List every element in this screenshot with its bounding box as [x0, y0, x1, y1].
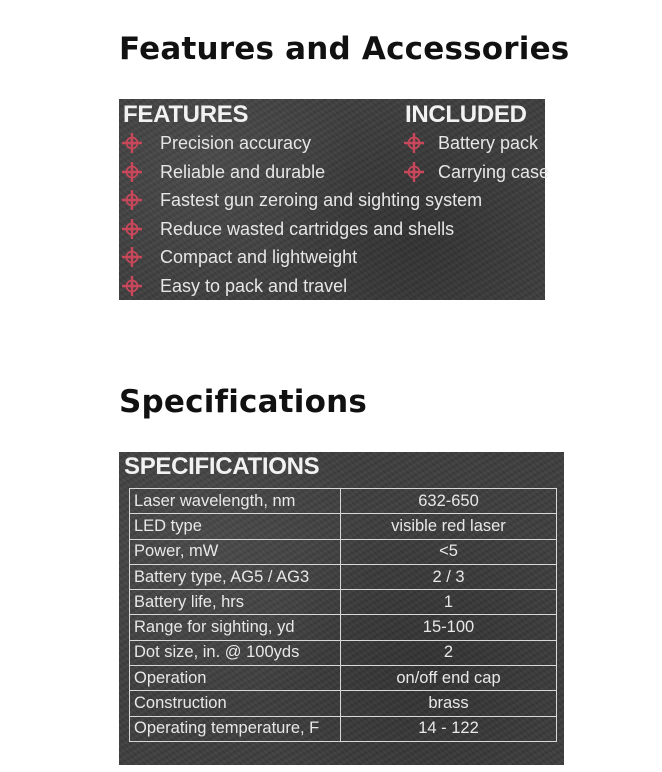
- feature-item: [121, 272, 482, 301]
- table-row: [130, 514, 557, 539]
- feature-item: [121, 243, 482, 272]
- feature-item: [121, 215, 482, 244]
- feature-label: Easy to pack and travel: [160, 275, 348, 296]
- spec-value: brass: [341, 691, 557, 716]
- spec-value: 1: [341, 590, 557, 615]
- specifications-heading: Specifications: [119, 384, 368, 420]
- spec-value: on/off end cap: [341, 666, 557, 691]
- spec-value: 2 / 3: [341, 564, 557, 589]
- features-panel: [119, 99, 550, 300]
- spec-name: LED type: [130, 514, 341, 539]
- spec-name: Construction: [130, 691, 341, 716]
- feature-label: Compact and lightweight: [160, 247, 358, 267]
- included-item: [403, 158, 549, 187]
- feature-label: Fastest gun zeroing and sighting system: [160, 190, 483, 210]
- spec-value: <5: [341, 539, 557, 564]
- table-row: [130, 539, 557, 564]
- crosshair-bullet-icon: [121, 132, 143, 154]
- spec-name: Battery type, AG5 / AG3: [130, 564, 341, 589]
- crosshair-bullet-icon: [121, 189, 143, 211]
- feature-label: Precision accuracy: [160, 133, 312, 153]
- table-row: [130, 691, 557, 716]
- spec-value: 2: [341, 640, 557, 665]
- spec-name: Range for sighting, yd: [130, 615, 341, 640]
- included-label: Battery pack: [438, 133, 539, 153]
- table-row: [130, 716, 557, 741]
- spec-name: Operating temperature, F: [130, 716, 341, 741]
- specifications-table: [129, 488, 557, 742]
- spec-value: 14 - 122: [341, 716, 557, 741]
- included-label: Carrying case: [438, 161, 550, 182]
- included-item: [403, 129, 549, 158]
- table-row: [130, 666, 557, 691]
- spec-name: Operation: [130, 666, 341, 691]
- crosshair-bullet-icon: [403, 161, 425, 183]
- features-title: FEATURES: [123, 101, 249, 128]
- included-list: [403, 129, 549, 186]
- table-row: [130, 640, 557, 665]
- spec-name: Power, mW: [130, 539, 341, 564]
- spec-name: Battery life, hrs: [130, 590, 341, 615]
- features-heading: Features and Accessories: [119, 31, 570, 67]
- feature-item: [121, 186, 482, 215]
- crosshair-bullet-icon: [121, 161, 143, 183]
- table-row: [130, 564, 557, 589]
- crosshair-bullet-icon: [121, 275, 143, 297]
- crosshair-bullet-icon: [121, 218, 143, 240]
- specifications-panel: [119, 452, 564, 765]
- crosshair-bullet-icon: [121, 246, 143, 268]
- table-row: [130, 489, 557, 514]
- feature-label: Reduce wasted cartridges and shells: [160, 218, 455, 239]
- spec-value: 632-650: [341, 489, 557, 514]
- table-row: [130, 615, 557, 640]
- spec-name: Dot size, in. @ 100yds: [130, 640, 341, 665]
- included-title: INCLUDED: [405, 101, 527, 128]
- feature-label: Reliable and durable: [160, 161, 326, 182]
- spec-value: visible red laser: [341, 514, 557, 539]
- table-row: [130, 590, 557, 615]
- crosshair-bullet-icon: [403, 132, 425, 154]
- spec-name: Laser wavelength, nm: [130, 489, 341, 514]
- specifications-title: SPECIFICATIONS: [124, 453, 320, 480]
- spec-value: 15-100: [341, 615, 557, 640]
